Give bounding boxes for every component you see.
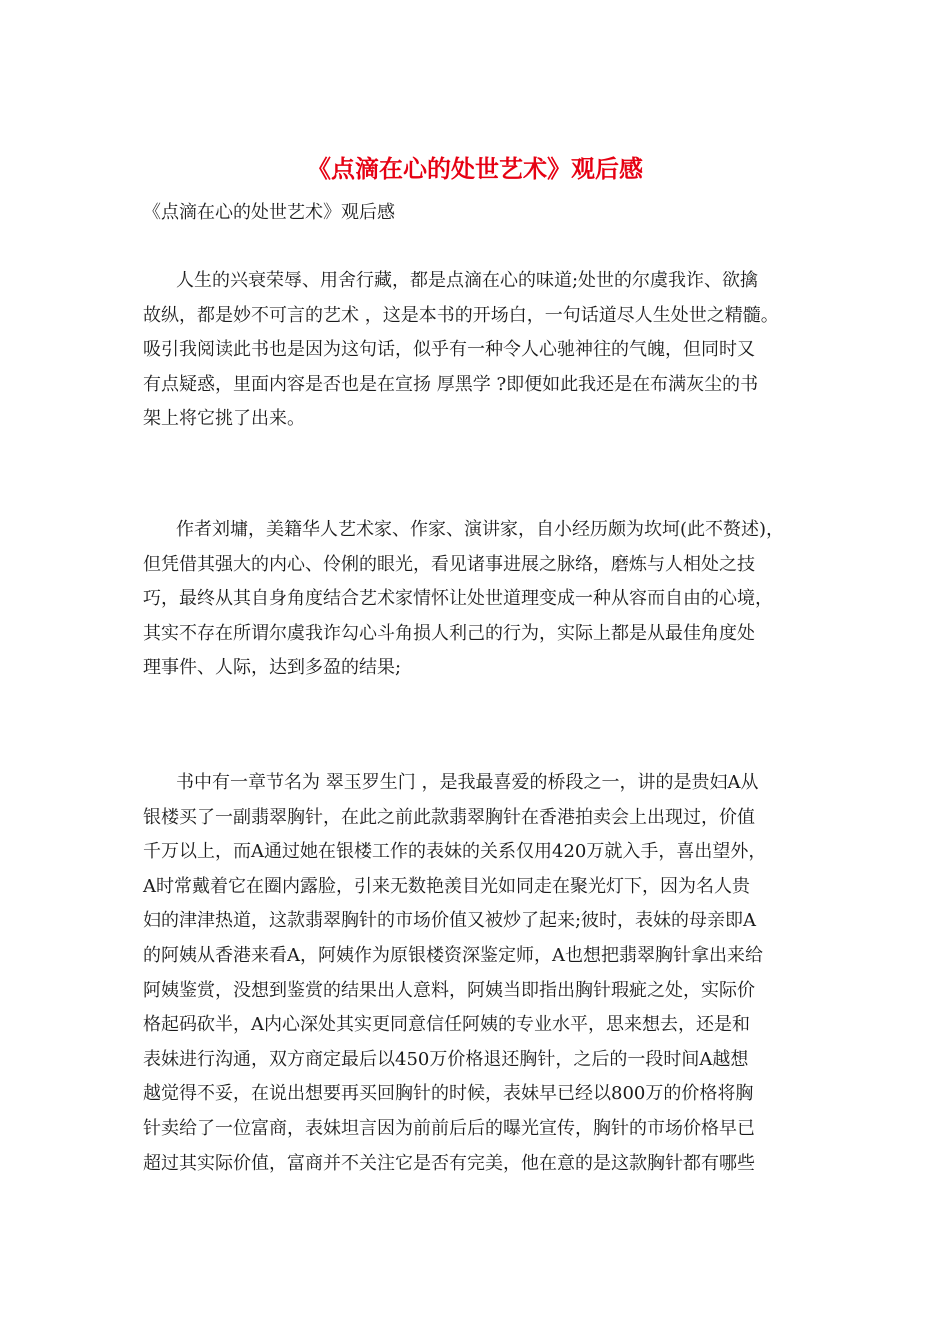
text-line: 针卖给了一位富商，表妹坦言因为前前后后的曝光宣传，胸针的市场价格早已 xyxy=(143,1117,755,1139)
document-title: 《点滴在心的处世艺术》观后感 xyxy=(307,154,643,183)
text-line: 人生的兴衰荣辱、用舍行藏，都是点滴在心的味道;处世的尔虞我诈、欲擒 xyxy=(176,270,759,291)
text-line: 格起码砍半，A内心深处其实更同意信任阿姨的专业水平，思来想去，还是和 xyxy=(143,1014,750,1036)
text-line: 有点疑惑，里面内容是否也是在宣扬 厚黑学 ?即便如此我还是在布满灰尘的书 xyxy=(143,373,759,395)
text-line: 超过其实际价值，富商并不关注它是否有完美，他在意的是这款胸针都有哪些 xyxy=(143,1152,755,1174)
paragraph-2 xyxy=(143,513,823,686)
text-line: 书中有一章节名为 翠玉罗生门 ，是我最喜爱的桥段之一，讲的是贵妇A从 xyxy=(176,772,759,793)
text-line: 其实不存在所谓尔虞我诈勾心斗角损人利己的行为，实际上都是从最佳角度处 xyxy=(143,622,755,644)
text-line: 的阿姨从香港来看A，阿姨作为原银楼资深鉴定师，A也想把翡翠胸针拿出来给 xyxy=(143,944,763,966)
paragraph-1 xyxy=(143,264,823,437)
document-subtitle: 《点滴在心的处世艺术》观后感 xyxy=(143,202,395,223)
text-line: 银楼买了一副翡翠胸针，在此之前此款翡翠胸针在香港拍卖会上出现过，价值 xyxy=(143,806,755,828)
text-line: A时常戴着它在圈内露脸，引来无数艳羡目光如同走在聚光灯下，因为名人贵 xyxy=(143,875,750,897)
text-line: 千万以上，而A通过她在银楼工作的表妹的关系仅用420万就入手，喜出望外， xyxy=(143,841,767,863)
text-line: 理事件、人际，达到多盈的结果; xyxy=(143,657,402,679)
text-line: 作者刘墉，美籍华人艺术家、作家、演讲家，自小经历颇为坎坷(此不赘述)， xyxy=(176,519,785,540)
text-line: 妇的津津热道，这款翡翠胸针的市场价值又被炒了起来;彼时，表妹的母亲即A xyxy=(143,910,757,932)
text-line: 吸引我阅读此书也是因为这句话，似乎有一种令人心驰神往的气魄，但同时又 xyxy=(143,339,755,361)
text-line: 巧，最终从其自身角度结合艺术家情怀让处世道理变成一种从容而自由的心境， xyxy=(143,588,773,610)
text-line: 阿姨鉴赏，没想到鉴赏的结果出人意料，阿姨当即指出胸针瑕疵之处，实际价 xyxy=(143,979,755,1001)
text-line: 架上将它挑了出来。 xyxy=(143,408,305,430)
text-line: 但凭借其强大的内心、伶俐的眼光，看见诸事进展之脉络，磨炼与人相处之技 xyxy=(143,553,755,575)
text-line: 表妹进行沟通，双方商定最后以450万价格退还胸针，之后的一段时间A越想 xyxy=(143,1048,749,1070)
text-line: 越觉得不妥，在说出想要再买回胸针的时候，表妹早已经以800万的价格将胸 xyxy=(143,1083,754,1105)
text-line: 故纵，都是妙不可言的艺术 ，这是本书的开场白，一句话道尽人生处世之精髓。 xyxy=(143,304,779,326)
paragraph-3 xyxy=(143,766,823,1181)
